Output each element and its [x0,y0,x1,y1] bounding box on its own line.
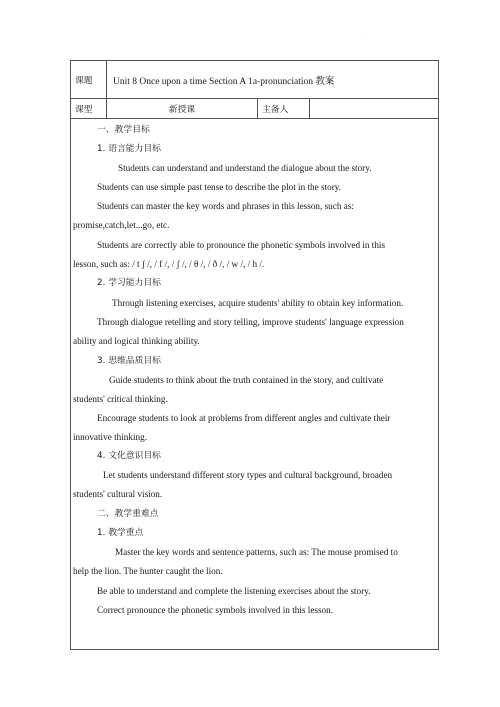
paragraph-line: Students can use simple past tense to describe the plot in the story. [97,182,342,192]
paragraph-line: ability and logical thinking ability. [73,336,200,346]
paragraph-line: Through listening exercises, acquire students' ability to obtain key information. [112,298,404,308]
section-heading-objectives: 一、教学目标 [97,125,150,135]
lesson-content [71,119,438,649]
paragraph-line: Be able to understand and complete the listening exercises about the story. [97,586,371,596]
lesson-plan-table [70,60,439,650]
title-label: 课题 [71,61,107,98]
paragraph-line: innovative thinking. [73,432,148,442]
paragraph-line: help the lion. The hunter caught the lion. [73,566,223,576]
type-label: 课型 [71,99,107,118]
paragraph-line: Let students understand different story types and cultural background, broaden [103,470,393,480]
page-mark: . [365,35,367,40]
paragraph-line: Students can understand and understand the dialogue about the story. [118,163,372,173]
paragraph-line: students' cultural vision. [73,489,163,499]
paragraph-line: Students are correctly able to pronounce the phonetic symbols involved in this [97,240,386,250]
paragraph-line: Guide students to think about the truth contained in the story, and cultivate [109,375,384,385]
paragraph-line: Master the key words and sentence patterns, such as: The mouse promised to [115,547,398,557]
lesson-type: 新授课 [107,99,258,118]
lesson-title: Unit 8 Once upon a time Section A 1a-pronunciation 教案 [113,76,335,87]
subheading-teaching-focus: 1. 教学重点 [97,528,144,538]
paragraph-line: students' critical thinking. [73,394,168,404]
subheading-language-ability: 1. 语言能力目标 [97,144,161,154]
subheading-learning-ability: 2. 学习能力目标 [97,278,161,288]
section-heading-key-points: 二、教学重难点 [97,509,159,519]
subheading-cultural-awareness: 4. 文化意识目标 [97,451,161,461]
preparer-value [310,99,438,118]
paragraph-line: Correct pronounce the phonetic symbols involved in this lesson. [97,605,334,615]
paragraph-line: Through dialogue retelling and story telling, improve students' language expression [97,317,404,327]
paragraph-line: Encourage students to look at problems from different angles and cultivate their [97,413,391,423]
preparer-label: 主备人 [258,99,310,118]
paragraph-line: Students can master the key words and phrases in this lesson, such as: [97,201,354,211]
type-row [71,99,438,119]
paragraph-line: promise,catch,let...go, etc. [73,220,170,230]
phonetic-symbols-line: lesson, such as: / t ʃ /, / f /, / ʃ /, / θ /, / ð /, / w /, / h /. [73,259,265,269]
title-row [71,61,438,99]
subheading-thinking-quality: 3. 思维品质目标 [97,356,161,366]
